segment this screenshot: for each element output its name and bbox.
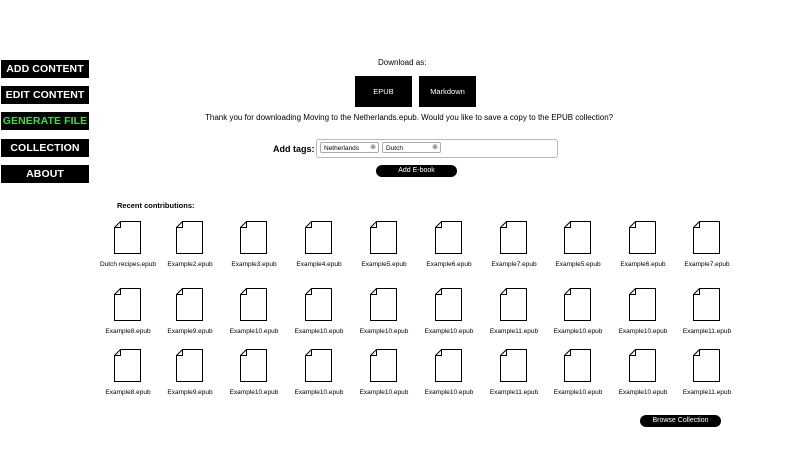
- file-name: Example10.epub: [618, 389, 668, 396]
- file-icon: [176, 288, 203, 321]
- file-icon: [629, 221, 656, 254]
- tag-label: Dutch: [386, 145, 403, 152]
- file-icon: [564, 221, 591, 254]
- file-item[interactable]: [352, 288, 416, 338]
- file-icon: [693, 288, 720, 321]
- file-item[interactable]: [417, 288, 481, 338]
- file-item[interactable]: [546, 349, 610, 399]
- file-item[interactable]: [482, 221, 546, 271]
- download-label: Download as:: [378, 58, 427, 67]
- file-name: Example4.epub: [296, 261, 342, 268]
- file-item[interactable]: [96, 288, 160, 338]
- file-icon: [693, 349, 720, 382]
- file-item[interactable]: [287, 221, 351, 271]
- file-name: Example11.epub: [682, 328, 732, 335]
- download-message: Thank you for downloading Moving to the Netherlands.epub. Would you like to save a copy to the EPUB collection?: [205, 113, 614, 122]
- file-item[interactable]: [287, 288, 351, 338]
- remove-tag-icon[interactable]: ⊗: [370, 144, 376, 151]
- file-name: Example6.epub: [620, 261, 666, 268]
- file-icon: [305, 221, 332, 254]
- file-icon: [240, 288, 267, 321]
- file-item[interactable]: [417, 221, 481, 271]
- file-item[interactable]: [611, 288, 675, 338]
- file-name: Example6.epub: [426, 261, 472, 268]
- file-icon: [176, 221, 203, 254]
- download-epub-button[interactable]: EPUB: [355, 76, 412, 107]
- file-name: Example7.epub: [684, 261, 730, 268]
- file-name: Example10.epub: [424, 328, 474, 335]
- file-item[interactable]: [96, 349, 160, 399]
- file-item[interactable]: [158, 221, 222, 271]
- tag-chip: [320, 142, 379, 153]
- file-name: Example10.epub: [618, 328, 668, 335]
- file-item[interactable]: [675, 349, 739, 399]
- file-name: Example9.epub: [167, 328, 213, 335]
- download-markdown-button[interactable]: Markdown: [419, 76, 476, 107]
- file-item[interactable]: [287, 349, 351, 399]
- file-name: Example10.epub: [359, 389, 409, 396]
- file-item[interactable]: [546, 288, 610, 338]
- file-name: Example3.epub: [231, 261, 277, 268]
- file-item[interactable]: [417, 349, 481, 399]
- tags-label: Add tags:: [273, 144, 315, 154]
- file-icon: [564, 288, 591, 321]
- file-icon: [114, 349, 141, 382]
- tag-label: Netherlands: [324, 145, 360, 152]
- tag-chip: [382, 142, 441, 153]
- file-name: Example10.epub: [294, 328, 344, 335]
- file-icon: [305, 288, 332, 321]
- nav-add-content[interactable]: ADD CONTENT: [1, 60, 89, 78]
- file-icon: [564, 349, 591, 382]
- file-item[interactable]: [611, 221, 675, 271]
- nav-about[interactable]: ABOUT: [1, 165, 89, 183]
- remove-tag-icon[interactable]: ⊗: [432, 144, 438, 151]
- file-name: Example2.epub: [167, 261, 213, 268]
- file-item[interactable]: [675, 221, 739, 271]
- file-name: Example11.epub: [682, 389, 732, 396]
- file-icon: [500, 288, 527, 321]
- tags-input[interactable]: [316, 139, 558, 158]
- file-item[interactable]: [222, 349, 286, 399]
- file-icon: [500, 349, 527, 382]
- nav-collection[interactable]: COLLECTION: [1, 139, 89, 157]
- file-icon: [500, 221, 527, 254]
- nav-edit-content[interactable]: EDIT CONTENT: [1, 86, 89, 104]
- file-item[interactable]: [352, 221, 416, 271]
- file-item[interactable]: [482, 288, 546, 338]
- file-name: Example10.epub: [553, 328, 603, 335]
- file-item[interactable]: [482, 349, 546, 399]
- file-icon: [629, 288, 656, 321]
- file-icon: [435, 288, 462, 321]
- file-name: Example10.epub: [294, 389, 344, 396]
- file-icon: [240, 221, 267, 254]
- file-name: Example5.epub: [361, 261, 407, 268]
- add-ebook-button[interactable]: Add E-book: [376, 165, 457, 177]
- file-icon: [240, 349, 267, 382]
- file-item[interactable]: [352, 349, 416, 399]
- file-item[interactable]: [611, 349, 675, 399]
- file-icon: [435, 349, 462, 382]
- file-icon: [693, 221, 720, 254]
- file-icon: [370, 221, 397, 254]
- file-icon: [114, 221, 141, 254]
- recent-contributions-heading: Recent contributions:: [117, 201, 195, 210]
- file-icon: [114, 288, 141, 321]
- nav-generate-file[interactable]: GENERATE FILE: [1, 112, 89, 130]
- file-name: Example10.epub: [229, 389, 279, 396]
- file-name: Example11.epub: [489, 328, 539, 335]
- file-icon: [629, 349, 656, 382]
- file-name: Example11.epub: [489, 389, 539, 396]
- file-icon: [305, 349, 332, 382]
- file-name: Example10.epub: [229, 328, 279, 335]
- file-name: Example8.epub: [105, 389, 151, 396]
- file-name: Example10.epub: [359, 328, 409, 335]
- file-name: Example10.epub: [424, 389, 474, 396]
- file-item[interactable]: [96, 221, 160, 271]
- file-item[interactable]: [546, 221, 610, 271]
- file-icon: [370, 288, 397, 321]
- file-name: Example7.epub: [491, 261, 537, 268]
- file-name: Example8.epub: [105, 328, 151, 335]
- file-icon: [370, 349, 397, 382]
- browse-collection-button[interactable]: Browse Collection: [640, 415, 721, 427]
- file-name: Dutch recipes.epub: [99, 261, 156, 268]
- file-icon: [176, 349, 203, 382]
- file-name: Example5.epub: [555, 261, 601, 268]
- file-name: Example9.epub: [167, 389, 213, 396]
- file-item[interactable]: [222, 288, 286, 338]
- file-icon: [435, 221, 462, 254]
- file-item[interactable]: [158, 288, 222, 338]
- file-item[interactable]: [158, 349, 222, 399]
- file-name: Example10.epub: [553, 389, 603, 396]
- file-item[interactable]: [222, 221, 286, 271]
- file-item[interactable]: [675, 288, 739, 338]
